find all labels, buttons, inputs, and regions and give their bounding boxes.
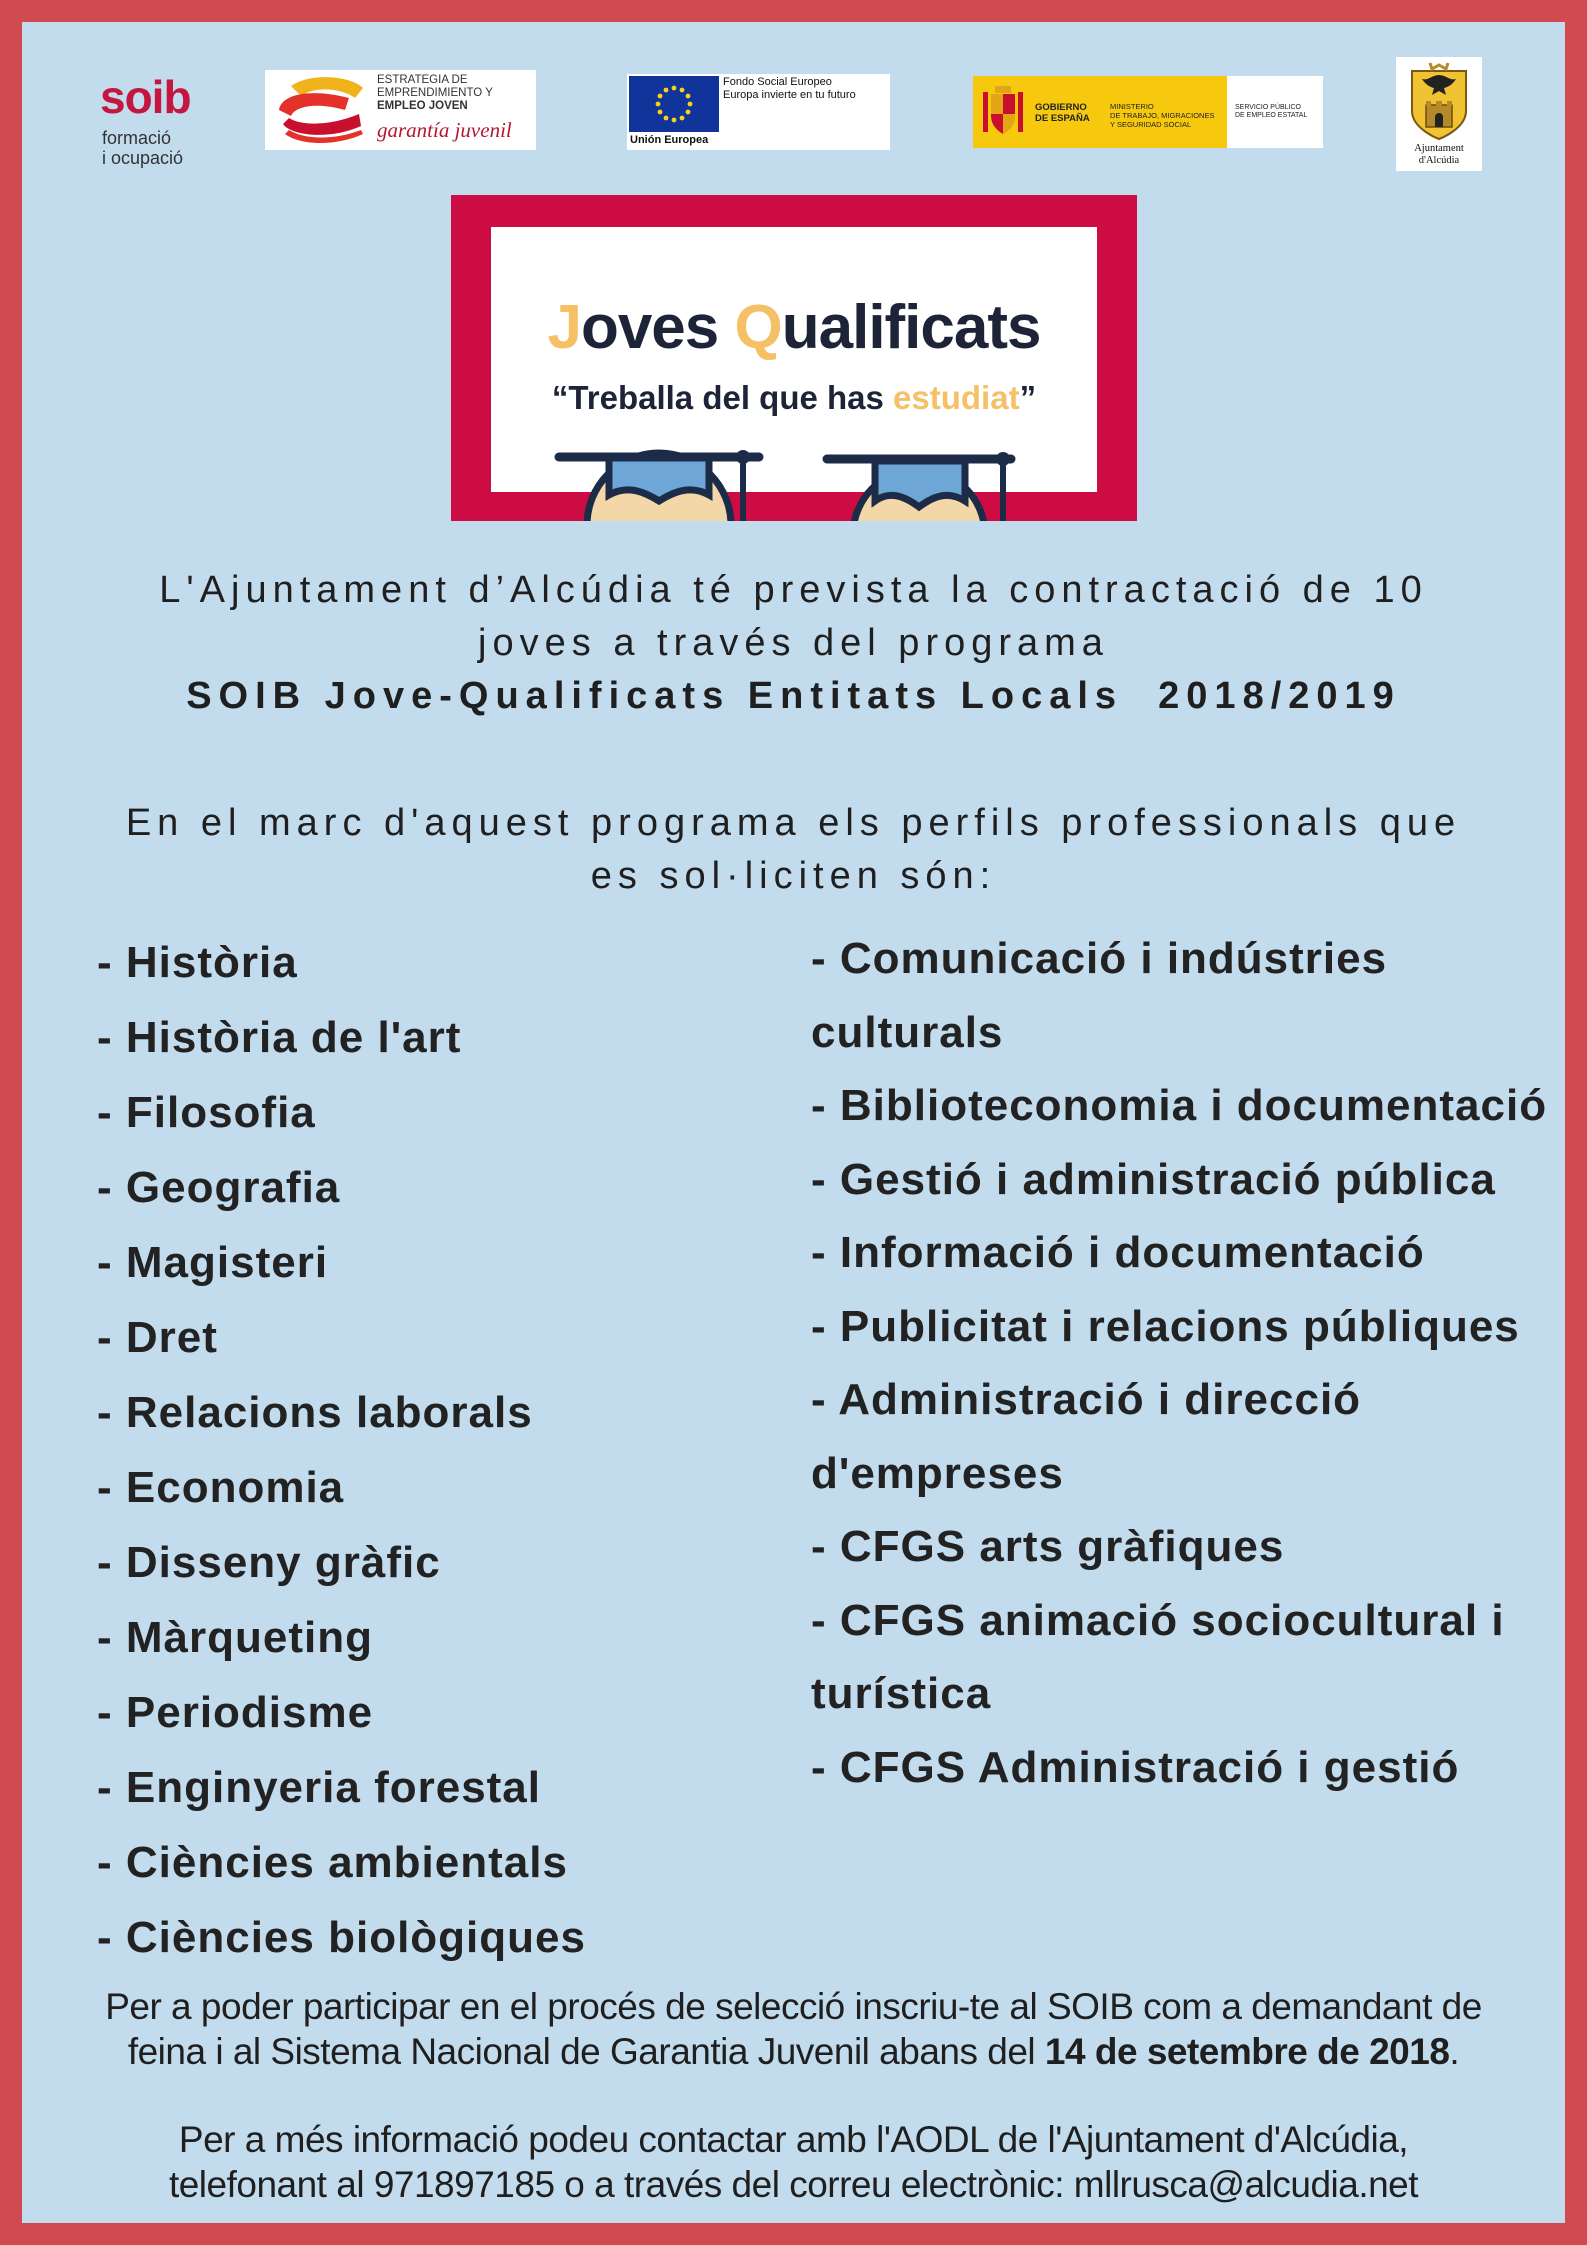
program-name: SOIB Jove-Qualificats Entitats Locals 2018/2019: [186, 675, 1401, 717]
profile-item: - Periodisme: [97, 1688, 374, 1737]
soib-logo-word: soib: [100, 71, 191, 123]
profile-item: - Dret: [97, 1313, 218, 1362]
ministerio-text: MINISTERIO DE TRABAJO, MIGRACIONES Y SEGURIDAD SOCIAL: [1110, 102, 1215, 129]
garantia-juvenil-strategy-text: ESTRATEGIA DE EMPRENDIMIENTO Y EMPLEO JOVEN: [377, 74, 493, 112]
eu-caption: Unión Europea: [630, 134, 709, 146]
banner-title: Joves Qualificats: [547, 293, 1041, 362]
profile-item: - CFGS Administració i gestió: [811, 1742, 1460, 1792]
profile-item: - CFGS arts gràfiques: [811, 1522, 1285, 1571]
garantia-juvenil-brand: garantía juvenil: [377, 118, 512, 142]
sepe-text: SERVICIO PÚBLICO DE EMPLEO ESTATAL: [1235, 104, 1308, 119]
profile-item: - Filosofia: [97, 1088, 316, 1137]
graduate-caps-illustration: [451, 195, 1137, 521]
soib-logo: [100, 70, 220, 180]
profile-item: - Relacions laborals: [97, 1388, 533, 1437]
joves-qualificats-banner: [451, 195, 1137, 521]
graduate-right-icon: [827, 452, 1011, 521]
eu-fund-text: Fondo Social Europeo Europa invierte en tu futuro: [723, 76, 856, 101]
soib-logo-subtitle: formació i ocupació: [102, 128, 184, 168]
profiles-intro: En el marc d'aquest programa els perfils professionals que es sol·liciten són:: [125, 802, 1462, 897]
garantia-juvenil-logo: [265, 70, 536, 150]
graduate-left-icon: [559, 450, 759, 521]
profile-item: - Enginyeria forestal: [97, 1763, 542, 1812]
profiles-list-right: [811, 922, 1581, 1804]
profile-item: - Biblioteconomia i documentació: [811, 1081, 1548, 1130]
participation-info: Per a poder participar en el procés de selecció inscriu-te al SOIB com a demandant de feina i al Sistema Nacional de Garantia Juvenil abans del 14 de setembre de 2018.: [105, 1986, 1482, 2072]
profile-item: - Comunicació i indústries culturals: [811, 934, 1388, 1057]
profile-item: - CFGS animació sociocultural i turística: [811, 1595, 1505, 1718]
profile-item: - Història: [97, 938, 298, 987]
profile-item: - Magisteri: [97, 1238, 329, 1287]
profiles-list-left: [97, 925, 737, 1975]
profile-item: - Ciències biològiques: [97, 1913, 586, 1962]
contact-info: Per a més informació podeu contactar amb l'AODL de l'Ajuntament d'Alcúdia, telefonant al 971897185 o a través del correu electrònic: mllrusca@alcudia.net: [168, 2119, 1419, 2205]
profile-item: - Economia: [97, 1463, 345, 1512]
eu-flag-icon: [629, 76, 719, 132]
profile-item: - Publicitat i relacions públiques: [811, 1301, 1520, 1351]
spain-coat-of-arms-icon: [979, 86, 1027, 138]
profile-item: - Història de l'art: [97, 1013, 462, 1062]
ajuntament-alcudia-logo: [1396, 57, 1482, 171]
profile-item: - Administració i direcció d'empreses: [811, 1375, 1362, 1498]
profile-item: - Ciències ambientals: [97, 1838, 568, 1887]
profile-item: - Disseny gràfic: [97, 1538, 441, 1587]
gobierno-espana-logo: [973, 76, 1323, 148]
alcudia-coat-of-arms-icon: [1408, 61, 1470, 141]
gobierno-text: GOBIERNO DE ESPAÑA: [1035, 102, 1090, 124]
garantia-juvenil-swirl-icon: [271, 74, 371, 146]
deadline-date: 14 de setembre de 2018: [1044, 2031, 1450, 2072]
ajuntament-alcudia-text: Ajuntament d'Alcúdia: [1414, 143, 1464, 166]
profile-item: - Màrqueting: [97, 1613, 373, 1662]
profile-item: - Geografia: [97, 1163, 341, 1212]
poster: [22, 22, 1565, 2223]
profile-item: - Gestió i administració pública: [811, 1154, 1496, 1204]
banner-slogan: “Treballa del que has estudiat”: [551, 379, 1037, 416]
program-intro: L'Ajuntament d’Alcúdia té prevista la contractació de 10 joves a través del programa SOIB Jove-Qualificats Entitats Locals 2018/2019: [62, 564, 1525, 723]
eu-logo: [627, 74, 890, 150]
profile-item: - Informació i documentació: [811, 1228, 1425, 1277]
